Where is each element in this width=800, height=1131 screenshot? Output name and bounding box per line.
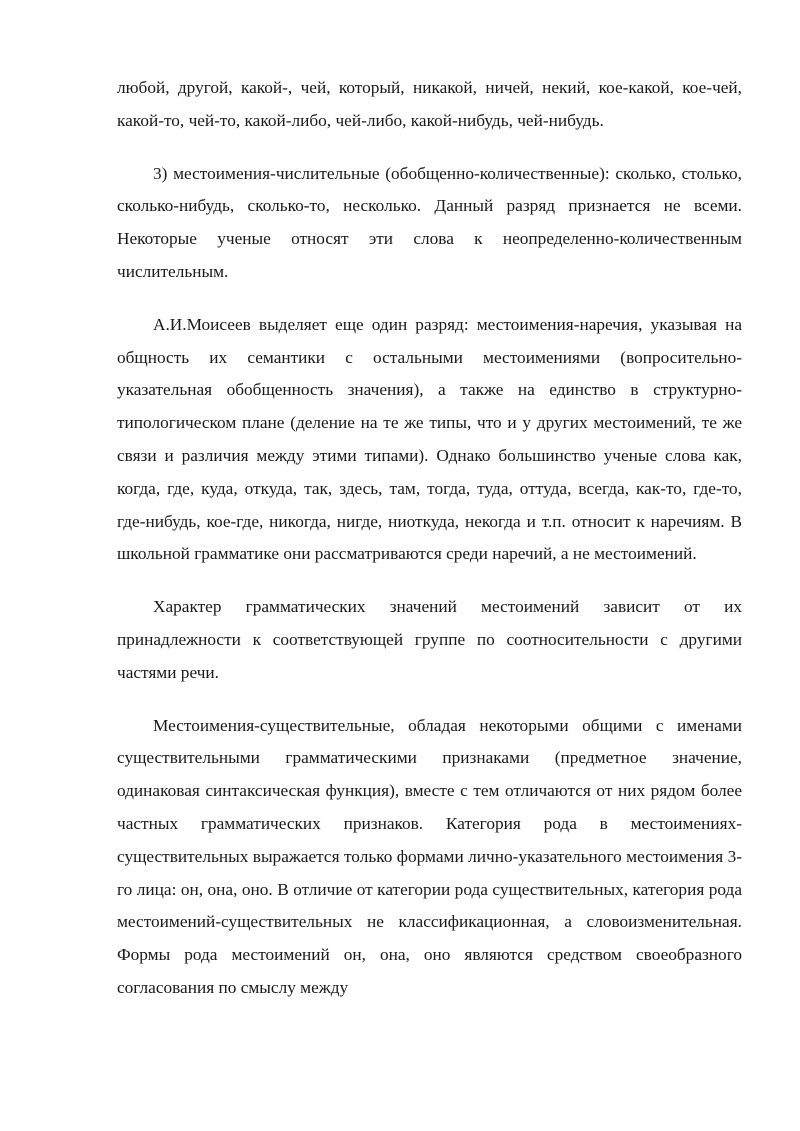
paragraph-grammatical-meanings: Характер грамматических значений местоимений зависит от их принадлежности к соответствующей группе по соотносительности с другими частями речи. (117, 597, 742, 682)
paragraph-pronoun-list-continuation: любой, другой, какой-, чей, который, никакой, ничей, некий, кое-какой, кое-чей, какой-то, чей-то, какой-либо, чей-либо, какой-нибудь, чей-нибудь. (117, 78, 742, 130)
document-body (117, 72, 742, 1005)
paragraph-gap (117, 289, 742, 309)
paragraph-noun-pronouns: Местоимения-существительные, обладая некоторыми общими с именами существительными грамматическими признаками (предметное значение, одинаковая синтаксическая функция), вместе с тем отличаются от них рядом более частных грамматических признаков. Категория рода в местоимениях-существительных выражается только формами лично-указательного местоимения 3-го лица: он, она, оно. В отличие от категории рода существительных, категория рода местоимений-существительных не классификационная, а словоизменительная. Формы рода местоимений он, она, оно являются средством своеобразного согласования по смыслу между (117, 715, 742, 997)
paragraph-gap (117, 690, 742, 710)
paragraph-gap (117, 571, 742, 591)
paragraph-moiseev-adverbs: А.И.Моисеев выделяет еще один разряд: местоимения-наречия, указывая на общность их семантики с остальными местоимениями (вопросительно-указательная обобщенность значения), а также на единство в структурно-типологическом плане (деление на те же типы, что и у других местоимений, те же связи и различия между этими типами). Однако большинство ученые слова как, когда, где, куда, откуда, так, здесь, там, тогда, туда, оттуда, всегда, как-то, где-то, где-нибудь, кое-где, никогда, нигде, ниоткуда, некогда и т.п. относит к наречиям. В школьной грамматике они рассматриваются среди наречий, а не местоимений. (117, 314, 742, 564)
paragraph-gap (117, 138, 742, 158)
paragraph-numeral-pronouns: 3) местоимения-числительные (обобщенно-количественные): сколько, столько, сколько-нибудь, сколько-то, несколько. Данный разряд признается не всеми. Некоторые ученые относят эти слова к неопределенно-количественным числительным. (117, 163, 742, 281)
